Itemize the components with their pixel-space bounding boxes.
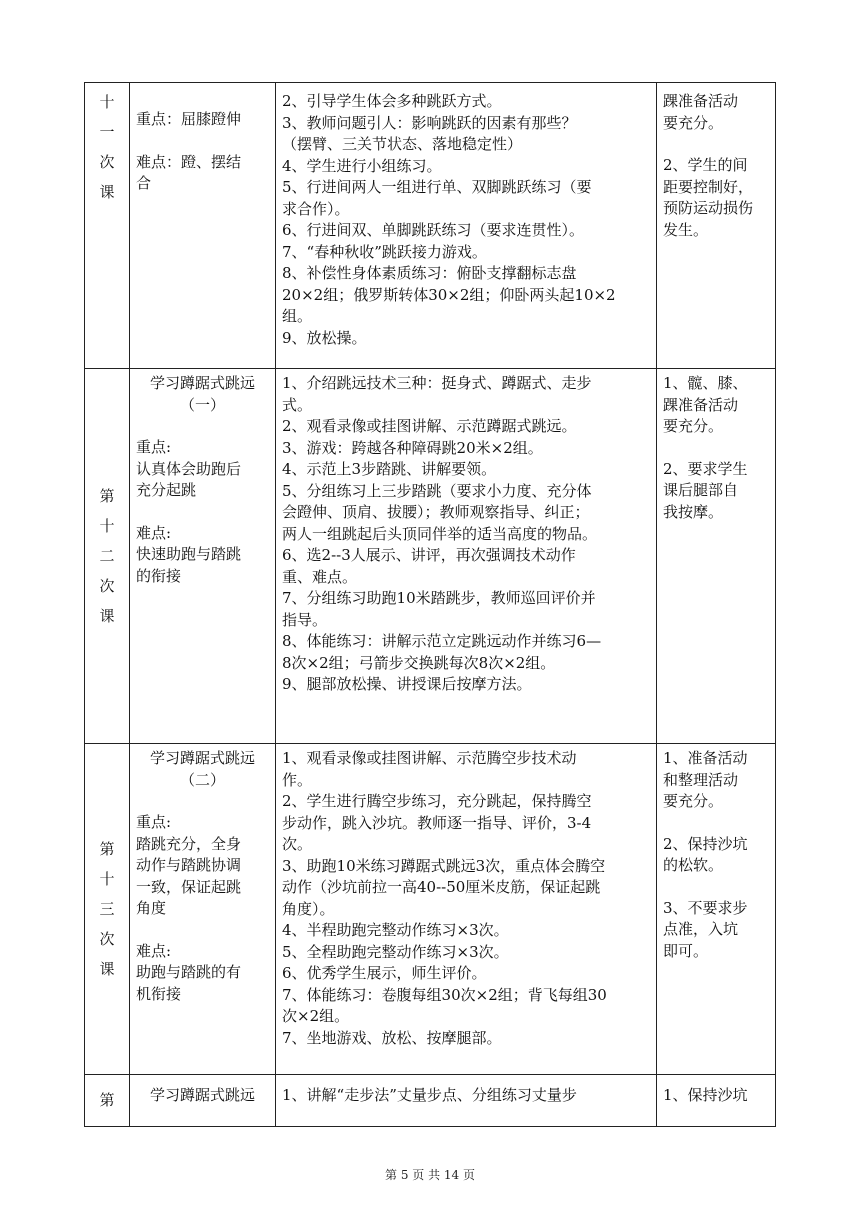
- safety-line: 点准，入坑: [663, 920, 739, 938]
- safety-line: 踝准备活动: [663, 92, 739, 110]
- content-line: 重、难点。: [282, 567, 358, 586]
- content-line: 角度）。: [282, 899, 335, 918]
- table-row: [85, 369, 776, 744]
- lesson-number-cell: [85, 83, 130, 369]
- content-line: 9、放松操。: [282, 328, 367, 347]
- lesson-plan-table: [84, 82, 776, 1127]
- content-line: 20×2组；俄罗斯转体30×2组；仰卧两头起10×2: [282, 285, 616, 304]
- lesson-topic: 学习蹲踞式跳远: [149, 1086, 255, 1104]
- safety-line: 距要控制好，: [663, 177, 754, 196]
- objective-cell: [130, 369, 276, 744]
- safety-line: 的松软。: [663, 856, 724, 874]
- content-cell: [276, 369, 657, 744]
- content-line: 会蹬伸、顶肩、拔腰）；教师观察指导、纠正；: [282, 503, 590, 521]
- content-line: 3、游戏：跨越各种障碍跳20米×2组。: [282, 438, 543, 457]
- safety-cell: [657, 369, 776, 744]
- lesson-number-cell: [85, 1075, 130, 1127]
- content-line: 式。: [282, 395, 313, 414]
- focus-text: 动作与踏跳协调: [136, 856, 242, 874]
- lesson-topic: 学习蹲踞式跳远: [149, 749, 255, 767]
- safety-line: 踝准备活动: [663, 395, 739, 414]
- content-line: （摆臂、三关节状态、落地稳定性）: [282, 135, 523, 153]
- safety-cell: [657, 744, 776, 1075]
- lesson-topic: 学习蹲踞式跳远: [149, 374, 255, 392]
- focus-label: 重点:: [136, 813, 172, 831]
- lesson-char: 三: [99, 900, 115, 918]
- content-cell: [276, 744, 657, 1075]
- safety-line: 预防运动损伤: [663, 199, 754, 217]
- focus-text: 一致，保证起跳: [136, 877, 242, 896]
- lesson-topic: （一）: [179, 395, 225, 414]
- content-line: 8、体能练习：讲解示范立定跳远动作并练习6—: [282, 632, 602, 650]
- difficulty-text: 助跑与踏跳的有: [136, 963, 242, 981]
- lesson-number-cell: [85, 744, 130, 1075]
- content-line: 9、腿部放松操、讲授课后按摩方法。: [282, 675, 532, 693]
- objective-cell: [130, 1075, 276, 1127]
- objective-cell: [130, 83, 276, 369]
- content-line: 7、体能练习：卷腹每组30次×2组；背飞每组30: [282, 985, 607, 1004]
- content-line: 两人一组跳起后头顶同伴举的适当高度的物品。: [282, 524, 598, 543]
- content-line: 次。: [282, 835, 313, 853]
- lesson-char: 课: [99, 183, 115, 201]
- safety-line: 即可。: [663, 941, 709, 960]
- lesson-char: 次: [99, 930, 115, 948]
- focus-text: 角度: [136, 899, 167, 917]
- content-cell: [276, 1075, 657, 1127]
- safety-line: 2、学生的间: [663, 156, 748, 174]
- content-line: 6、优秀学生展示，师生评价。: [282, 964, 487, 982]
- lesson-char: 十: [99, 870, 115, 888]
- difficulty-text: 难点：蹬、摆结: [136, 152, 242, 171]
- content-line: 2、引导学生体会多种跳跃方式。: [282, 92, 502, 110]
- difficulty-text: 机衔接: [136, 984, 182, 1003]
- safety-line: 和整理活动: [663, 770, 739, 789]
- lesson-number-cell: [85, 369, 130, 744]
- safety-line: 2、保持沙坑: [663, 834, 748, 853]
- table-row: [85, 1075, 776, 1127]
- content-line: 1、介绍跳远技术三种：挺身式、蹲踞式、走步: [282, 374, 592, 392]
- difficulty-text: 的衔接: [136, 566, 182, 585]
- content-line: 6、行进间双、单脚跳跃练习（要求连贯性）。: [282, 221, 585, 239]
- table-row: [85, 744, 776, 1075]
- safety-line: 3、不要求步: [663, 898, 748, 917]
- content-line: 7、坐地游戏、放松、按摩腿部。: [282, 1028, 502, 1047]
- lesson-char: 十: [99, 517, 115, 535]
- lesson-char: 第: [99, 840, 115, 858]
- content-line: 1、讲解“走步法”丈量步点、分组练习丈量步: [282, 1086, 577, 1104]
- content-line: 2、学生进行腾空步练习，充分跳起，保持腾空: [282, 792, 592, 810]
- safety-line: 课后腿部自: [663, 481, 739, 499]
- content-line: 1、观看录像或挂图讲解、示范腾空步技术动: [282, 749, 577, 767]
- content-line: 4、示范上3步踏跳、讲解要领。: [282, 460, 497, 478]
- focus-text: 踏跳充分，全身: [136, 834, 242, 853]
- lesson-char: 一: [99, 123, 115, 141]
- safety-line: 要充分。: [663, 113, 724, 132]
- page-footer: 第 5 页 共 14 页: [385, 1168, 475, 1182]
- content-line: 4、学生进行小组练习。: [282, 156, 442, 175]
- lesson-char: 第: [99, 487, 115, 505]
- content-line: 组。: [282, 307, 313, 325]
- safety-line: 发生。: [663, 220, 709, 239]
- content-line: 5、分组练习上三步踏跳（要求小力度、充分体: [282, 481, 592, 500]
- difficulty-label: 难点:: [136, 523, 172, 542]
- difficulty-text: 合: [136, 174, 152, 192]
- difficulty-text: 快速助跑与踏跳: [136, 545, 242, 563]
- content-line: 7、“春种秋收”跳跃接力游戏。: [282, 242, 487, 261]
- lesson-char: 次: [99, 153, 115, 171]
- focus-text: 认真体会助跑后: [136, 459, 242, 478]
- content-line: 求合作）。: [282, 199, 350, 218]
- lesson-topic: （二）: [179, 770, 225, 789]
- lesson-char: 二: [99, 547, 115, 565]
- content-line: 5、全程助跑完整动作练习×3次。: [282, 942, 509, 961]
- difficulty-label: 难点:: [136, 941, 172, 960]
- table-row: [85, 83, 776, 369]
- content-line: 7、分组练习助跑10米踏跳步，教师巡回评价并: [282, 589, 596, 607]
- content-line: 5、行进间两人一组进行单、双脚跳跃练习（要: [282, 178, 592, 196]
- focus-label: 重点:: [136, 438, 172, 456]
- content-line: 3、助跑10米练习蹲踞式跳远3次，重点体会腾空: [282, 856, 606, 875]
- lesson-char: 十: [99, 93, 115, 111]
- content-line: 次×2组。: [282, 1007, 350, 1025]
- objective-cell: [130, 744, 276, 1075]
- safety-line: 要充分。: [663, 792, 724, 810]
- lesson-char: 第: [99, 1091, 115, 1109]
- safety-line: 2、要求学生: [663, 459, 748, 478]
- safety-line: 要充分。: [663, 417, 724, 435]
- safety-line: 我按摩。: [663, 502, 724, 521]
- safety-cell: [657, 83, 776, 369]
- content-line: 步动作，跳入沙坑。教师逐一指导、评价，3-4: [282, 813, 592, 832]
- safety-line: 1、髋、膝、: [663, 374, 748, 392]
- content-line: 8次×2组；弓箭步交换跳每次8次×2组。: [282, 653, 556, 672]
- content-line: 3、教师问题引人：影响跳跃的因素有那些？: [282, 113, 577, 132]
- content-line: 8、补偿性身体素质练习：俯卧支撑翻标志盘: [282, 264, 577, 282]
- focus-text: 充分起跳: [136, 481, 197, 499]
- content-line: 2、观看录像或挂图讲解、示范蹲踞式跳远。: [282, 417, 577, 435]
- safety-line: 1、准备活动: [663, 749, 748, 767]
- content-line: 6、选2--3人展示、讲评，再次强调技术动作: [282, 546, 576, 564]
- content-line: 4、半程助跑完整动作练习×3次。: [282, 921, 509, 939]
- content-cell: [276, 83, 657, 369]
- safety-cell: [657, 1075, 776, 1127]
- lesson-char: 课: [99, 607, 115, 625]
- lesson-char: 次: [99, 577, 115, 595]
- lesson-char: 课: [99, 960, 115, 978]
- safety-line: 1、保持沙坑: [663, 1086, 748, 1104]
- content-line: 动作（沙坑前拉一高40--50厘米皮筋，保证起跳: [282, 878, 601, 896]
- content-line: 指导。: [282, 610, 328, 629]
- content-line: 作。: [282, 770, 313, 789]
- focus-text: 重点：屈膝蹬伸: [136, 110, 242, 128]
